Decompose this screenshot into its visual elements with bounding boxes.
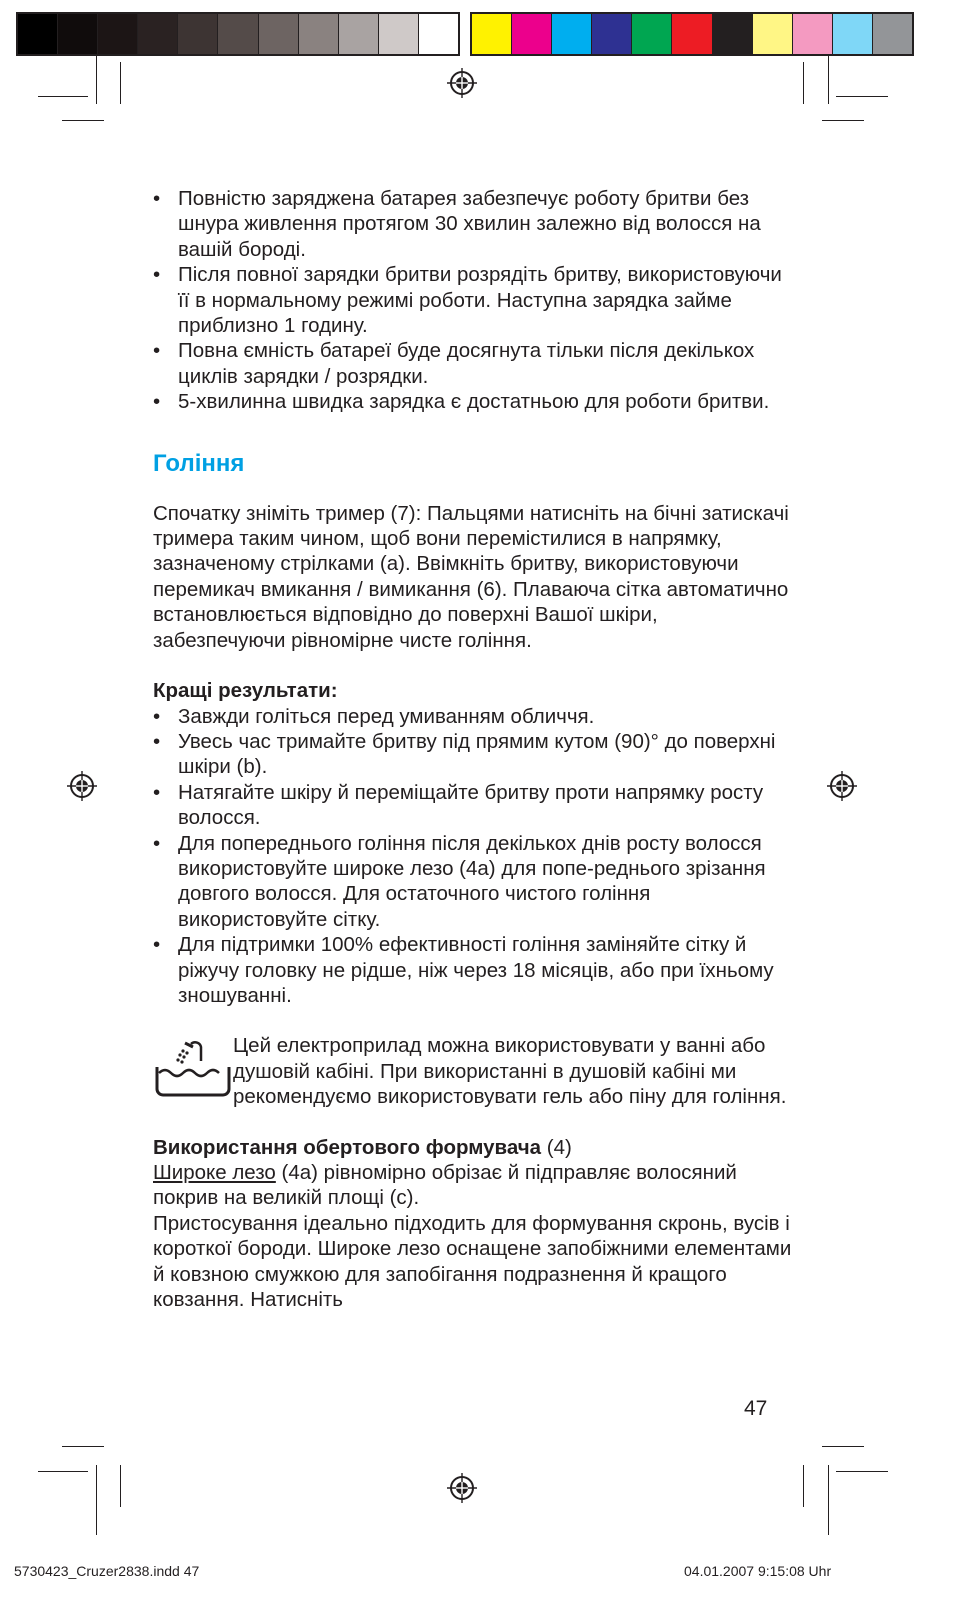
crop-mark — [828, 1465, 829, 1535]
registration-mark-icon — [67, 771, 97, 801]
color-swatch — [138, 14, 178, 54]
crop-mark — [96, 1465, 97, 1535]
trimmer-title-ref: (4) — [541, 1135, 572, 1159]
crop-mark — [62, 1446, 104, 1447]
crop-mark — [803, 62, 804, 104]
crop-mark — [822, 1446, 864, 1447]
list-item: • Повна ємність батареї буде досягнута тільки після декількох циклів зарядки / розрядки. — [153, 338, 793, 389]
color-swatch — [472, 14, 512, 54]
crop-mark — [38, 1471, 88, 1472]
registration-mark-icon — [447, 1473, 477, 1503]
list-item: • Натягайте шкіру й переміщайте бритву проти напрямку росту волосся. — [153, 780, 793, 831]
section-heading: Гоління — [153, 449, 245, 477]
crop-mark — [62, 120, 104, 121]
crop-mark — [828, 56, 829, 104]
trimmer-heading — [153, 1135, 793, 1160]
crop-mark — [803, 1465, 804, 1507]
crop-mark — [836, 1471, 888, 1472]
tips-bullet-list — [153, 704, 793, 1009]
tips-heading: Кращі результати: — [153, 679, 338, 703]
wide-blade-term: Широке лезо — [153, 1161, 276, 1184]
crop-mark — [120, 62, 121, 104]
list-item: • Завжди голіться перед умиванням обличчя. — [153, 704, 793, 729]
footer-timestamp: 04.01.2007 9:15:08 Uhr — [684, 1563, 832, 1579]
list-item: • Для попереднього гоління після декількох днів росту волосся використовуйте широке лезо (4a) для попе-реднього зрізання довгого волосся. Для остаточного чистого гоління використовуйте сітку. — [153, 831, 793, 933]
process-color-bar — [470, 12, 914, 56]
footer-file-info: 5730423_Cruzer2838.indd 47 — [14, 1563, 200, 1579]
color-swatch — [632, 14, 672, 54]
color-swatch — [98, 14, 138, 54]
list-item: • 5-хвилинна швидка зарядка є достатньою для роботи бритви. — [153, 389, 793, 414]
battery-bullet-list — [153, 186, 793, 415]
color-swatch — [753, 14, 793, 54]
crop-mark — [822, 120, 864, 121]
trimmer-paragraph — [153, 1160, 793, 1211]
registration-mark-icon — [447, 68, 477, 98]
color-swatch — [18, 14, 58, 54]
water-use-text: Цей електроприлад можна використовувати у ванні або душовій кабіні. При використанні в душовій кабіні ми рекомендуємо використовувати гель або піну для гоління. — [233, 1034, 787, 1109]
color-swatch — [379, 14, 419, 54]
list-item: • Повністю заряджена батарея забезпечує роботу бритви без шнура живлення протягом 30 хвилин залежно від волосся на вашій бороді. — [153, 186, 793, 262]
crop-mark — [120, 1465, 121, 1507]
trimmer-paragraph-2: Пристосування ідеально підходить для формування скронь, вусів і короткої бороди. Широке лезо оснащене запобіжними елементами й ковзною смужкою для запобігання подразнення й кращого ковзання. Натисніть — [153, 1211, 792, 1312]
color-swatch — [259, 14, 299, 54]
list-item: • Увесь час тримайте бритву під прямим кутом (90)° до поверхні шкіри (b). — [153, 729, 793, 780]
color-swatch — [592, 14, 632, 54]
color-swatch — [299, 14, 339, 54]
list-item: • Для підтримки 100% ефективності гоління заміняйте сітку й ріжучу головку не рідше, ніж через 18 місяців, або при їхньому зношуванні. — [153, 932, 793, 1008]
color-swatch — [552, 14, 592, 54]
registration-mark-icon — [827, 771, 857, 801]
crop-mark — [38, 96, 88, 97]
trimmer-title: Використання обертового формувача — [153, 1135, 542, 1159]
water-use-notice — [153, 1033, 793, 1109]
shaving-intro-paragraph: Спочатку зніміть тример (7): Пальцями натисніть на бічні затискачі тримера таким чином, щоб вони перемістилися в напрямку, зазначеному стрілками (а). Ввімкніть бритву, використовуючи перемикач вмикання / вимикання (6). Плаваюча сітка автоматично встановлюється відповідно до поверхні Вашої шкіри, забезпечуючи рівномірне чисте гоління. — [153, 501, 789, 652]
color-swatch — [218, 14, 258, 54]
grayscale-color-bar — [16, 12, 460, 56]
color-swatch — [793, 14, 833, 54]
color-swatch — [512, 14, 552, 54]
crop-mark — [836, 96, 888, 97]
list-item: • Після повної зарядки бритви розрядіть бритву, використовуючи її в нормальному режимі роботи. Наступна зарядка займе приблизно 1 годину. — [153, 262, 793, 338]
color-swatch — [58, 14, 98, 54]
bath-shower-icon — [153, 1033, 231, 1099]
color-swatch — [672, 14, 712, 54]
trimmer-text: (4a) рівномірно обрізає й підправляє волосяний покрив на великій площі (c). — [153, 1161, 737, 1210]
color-swatch — [339, 14, 379, 54]
page-number: 47 — [744, 1397, 768, 1420]
color-swatch — [178, 14, 218, 54]
color-swatch — [419, 14, 458, 54]
color-swatch — [873, 14, 912, 54]
color-swatch — [713, 14, 753, 54]
page-content — [153, 186, 793, 1312]
crop-mark — [96, 56, 97, 104]
color-swatch — [833, 14, 873, 54]
